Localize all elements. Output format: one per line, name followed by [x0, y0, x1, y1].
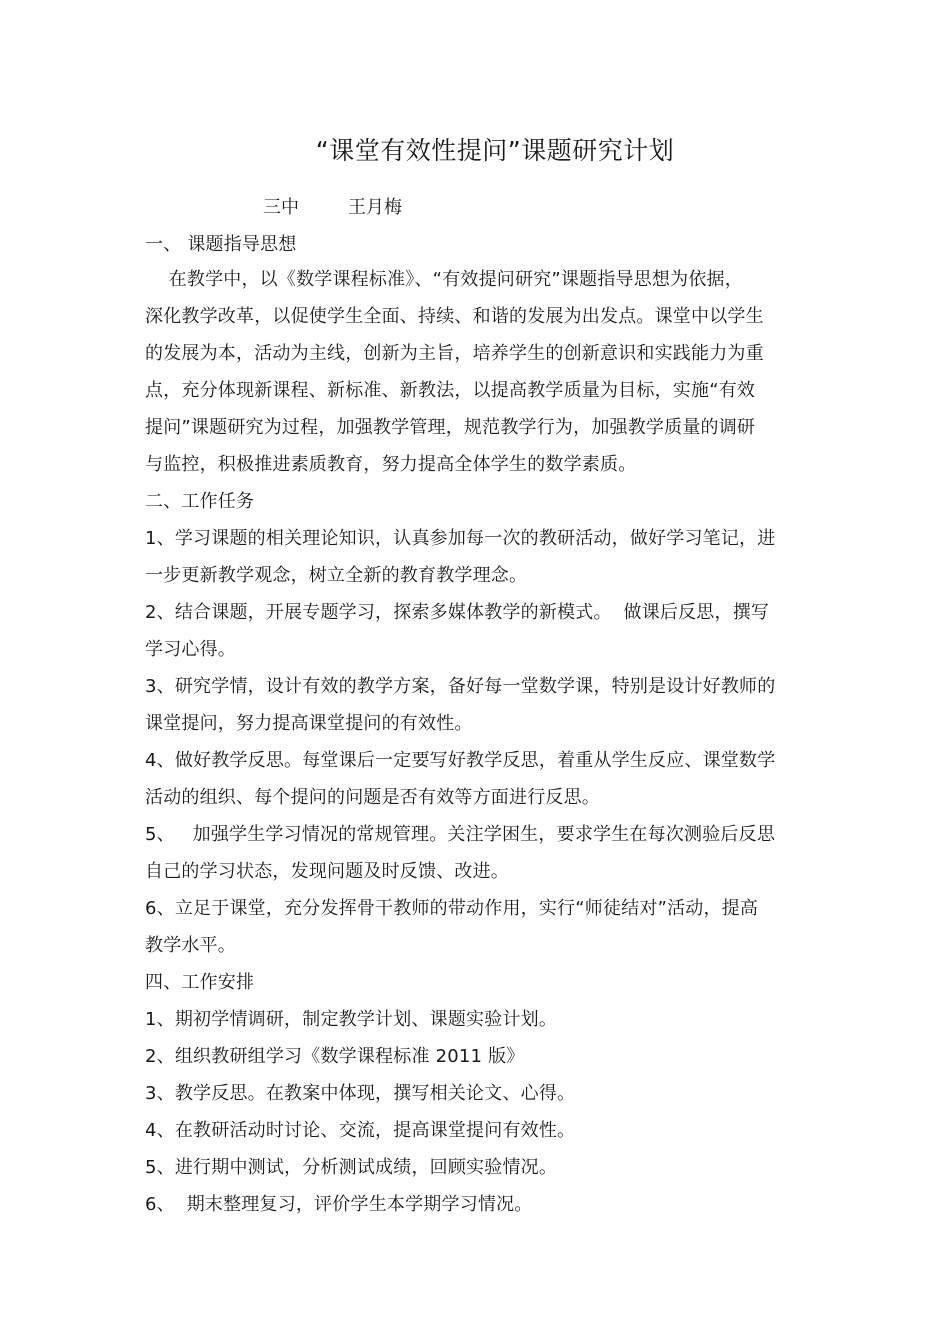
list-item: 1、期初学情调研，制定教学计划、课题实验计划。 [145, 1009, 558, 1030]
list-item-continuation: 教学水平。 [145, 935, 236, 956]
paragraph-line: 与监控，积极推进素质教育，努力提高全体学生的数学素质。 [145, 454, 637, 475]
list-item: 4、做好教学反思。每堂课后一定要写好教学反思，着重从学生反应、课堂数学 [145, 750, 776, 771]
list-item: 6、 期末整理复习，评价学生本学期学习情况。 [145, 1194, 533, 1215]
list-item-continuation: 学习心得。 [145, 639, 236, 660]
list-item: 3、研究学情，设计有效的教学方案，备好每一堂数学课，特别是设计好教师的 [145, 676, 776, 697]
list-item: 2、结合课题，开展专题学习，探索多媒体教学的新模式。 做课后反思，撰写 [145, 602, 770, 623]
author-line [263, 193, 402, 219]
list-item: 6、立足于课堂，充分发挥骨干教师的带动作用，实行“师徒结对”活动，提高 [145, 898, 759, 919]
section-heading-guiding-idea: 一、 课题指导思想 [145, 234, 297, 255]
list-item-continuation: 活动的组织、每个提问的问题是否有效等方面进行反思。 [145, 787, 600, 808]
list-item: 4、在教研活动时讨论、交流，提高课堂提问有效性。 [145, 1120, 576, 1141]
section-heading-schedule: 四、工作安排 [145, 972, 255, 993]
list-item-continuation: 课堂提问，努力提高课堂提问的有效性。 [145, 713, 473, 734]
section-heading-tasks: 二、工作任务 [145, 491, 255, 512]
list-item: 3、教学反思。在教案中体现，撰写相关论文、心得。 [145, 1083, 576, 1104]
list-item-continuation: 自己的学习状态，发现问题及时反馈、改进。 [145, 861, 509, 882]
paragraph-line: 的发展为本，活动为主线，创新为主旨，培养学生的创新意识和实践能力为重 [145, 343, 764, 364]
list-item: 5、 加强学生学习情况的常规管理。关注学困生，要求学生在每次测验后反思 [145, 824, 776, 845]
list-item-continuation: 一步更新教学观念，树立全新的教育教学理念。 [145, 565, 528, 586]
list-item: 5、进行期中测试，分析测试成绩，回顾实验情况。 [145, 1157, 558, 1178]
paragraph-line: 在教学中，以《数学课程标准》、“有效提问研究”课题指导思想为依据， [145, 269, 743, 290]
author-name: 王月梅 [348, 197, 402, 218]
list-item: 1、学习课题的相关理论知识，认真参加每一次的教研活动，做好学习笔记，进 [145, 528, 776, 549]
author-school: 三中 [263, 197, 299, 218]
paragraph-line: 深化教学改革，以促使学生全面、持续、和谐的发展为出发点。课堂中以学生 [145, 306, 764, 327]
paragraph-line: 点，充分体现新课程、新标准、新教法，以提高教学质量为目标，实施“有效 [145, 380, 756, 401]
list-item: 2、组织教研组学习《数学课程标准 2011 版》 [145, 1046, 525, 1067]
document-title: “课堂有效性提问”课题研究计划 [315, 136, 675, 165]
paragraph-line: 提问”课题研究为过程，加强教学管理，规范教学行为，加强教学质量的调研 [145, 417, 756, 438]
